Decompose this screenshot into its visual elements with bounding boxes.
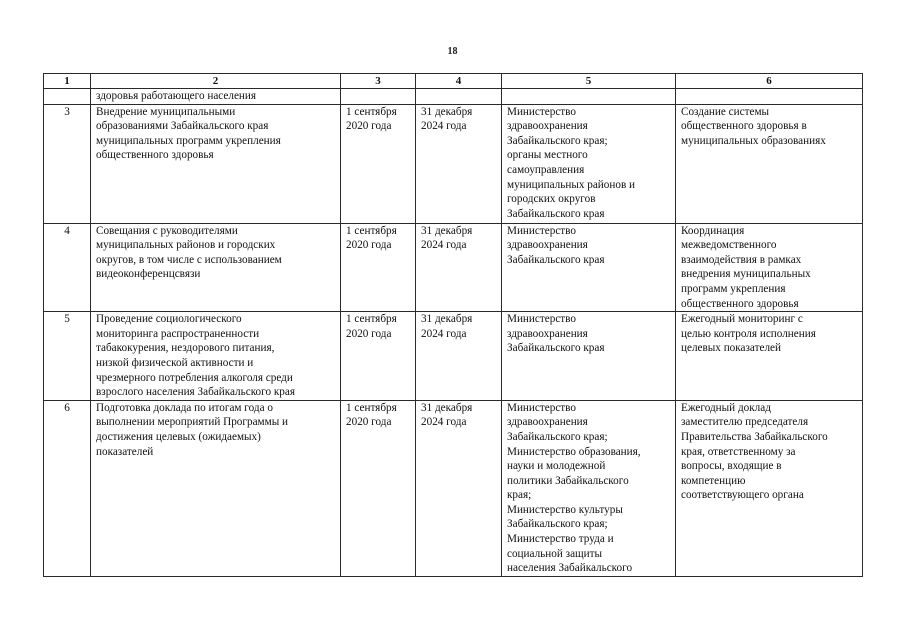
column-header-4: 4 — [416, 74, 502, 89]
cell-end — [416, 104, 502, 223]
end-date: 31 декабря 2024 года — [421, 105, 473, 133]
result-text: Создание системы общественного здоровья в муниципальных образованиях — [681, 105, 826, 147]
cell-executor — [502, 312, 676, 401]
cell-start — [341, 89, 416, 105]
cell-result — [676, 104, 863, 223]
event-text: Внедрение муниципальными образованиями Забайкальского края муниципальных программ укрепления общественного здоровья — [96, 105, 281, 162]
cell-event — [91, 223, 341, 312]
row-number: 6 — [64, 401, 70, 414]
table-row-continuation — [44, 89, 863, 105]
end-date: 31 декабря 2024 года — [421, 401, 473, 429]
result-text: Ежегодный мониторинг с целью контроля исполнения целевых показателей — [681, 313, 816, 355]
start-date: 1 сентября 2020 года — [346, 401, 397, 429]
cell-start — [341, 400, 416, 576]
table-row — [44, 400, 863, 576]
cell-num — [44, 89, 91, 105]
action-plan-table — [43, 73, 863, 577]
cell-num — [44, 223, 91, 312]
table-header-row — [44, 74, 863, 89]
cell-num — [44, 400, 91, 576]
event-text: Совещания с руководителями муниципальных районов и городских округов, в том числе с использованием видеоконференцсвязи — [96, 224, 282, 281]
start-date: 1 сентября 2020 года — [346, 224, 397, 252]
cell-event — [91, 89, 341, 105]
cell-event — [91, 400, 341, 576]
event-text: Проведение социологического мониторинга распространенности табакокурения, нездорового питания, низкой физической активности и чрезмерного потребления алкоголя среди взрослого населения Забайкальского края — [96, 313, 295, 399]
result-text: Ежегодный доклад заместителю председателя Правительства Забайкальского края, ответственному за вопросы, входящие в компетенцию соответствующего органа — [681, 401, 828, 502]
start-date: 1 сентября 2020 года — [346, 313, 397, 340]
page-number: 18 — [447, 46, 458, 57]
table-row — [44, 312, 863, 401]
event-text: Подготовка доклада по итогам года о выполнении мероприятий Программы и достижения целевых (ожидаемых) показателей — [96, 401, 289, 458]
column-header-1: 1 — [44, 74, 91, 89]
cell-event — [91, 104, 341, 223]
start-date: 1 сентября 2020 года — [346, 105, 397, 133]
cell-end — [416, 400, 502, 576]
column-header-2: 2 — [91, 74, 341, 89]
continuation-text: здоровья работающего населения — [96, 90, 257, 102]
cell-executor — [502, 400, 676, 576]
end-date: 31 декабря 2024 года — [421, 224, 473, 252]
executor-text: Министерство здравоохранения Забайкальского края; Министерство образования, науки и молодежной политики Забайкальского края; Министерство культуры Забайкальского края; Министерство труда и социальной защиты населения Забайкальского — [507, 401, 641, 575]
table-row — [44, 223, 863, 312]
cell-num — [44, 104, 91, 223]
executor-text: Министерство здравоохранения Забайкальского края — [507, 313, 605, 355]
row-number: 5 — [64, 313, 70, 326]
cell-executor — [502, 89, 676, 105]
end-date: 31 декабря 2024 года — [421, 313, 473, 340]
cell-end — [416, 89, 502, 105]
cell-result — [676, 223, 863, 312]
cell-start — [341, 312, 416, 401]
cell-result — [676, 89, 863, 105]
cell-result — [676, 400, 863, 576]
cell-executor — [502, 223, 676, 312]
executor-text: Министерство здравоохранения Забайкальского края — [507, 224, 605, 266]
cell-result — [676, 312, 863, 401]
column-header-5: 5 — [502, 74, 676, 89]
cell-end — [416, 223, 502, 312]
cell-end — [416, 312, 502, 401]
cell-executor — [502, 104, 676, 223]
column-header-6: 6 — [676, 74, 863, 89]
row-number: 4 — [64, 224, 70, 237]
result-text: Координация межведомственного взаимодействия в рамках внедрения муниципальных программ укрепления общественного здоровья — [681, 224, 811, 310]
executor-text: Министерство здравоохранения Забайкальского края; органы местного самоуправления муниципальных районов и городских округов Забайкальского края — [507, 105, 636, 220]
table-row — [44, 104, 863, 223]
cell-start — [341, 104, 416, 223]
row-number: 3 — [64, 105, 70, 118]
cell-start — [341, 223, 416, 312]
column-header-3: 3 — [341, 74, 416, 89]
cell-event — [91, 312, 341, 401]
cell-num — [44, 312, 91, 401]
